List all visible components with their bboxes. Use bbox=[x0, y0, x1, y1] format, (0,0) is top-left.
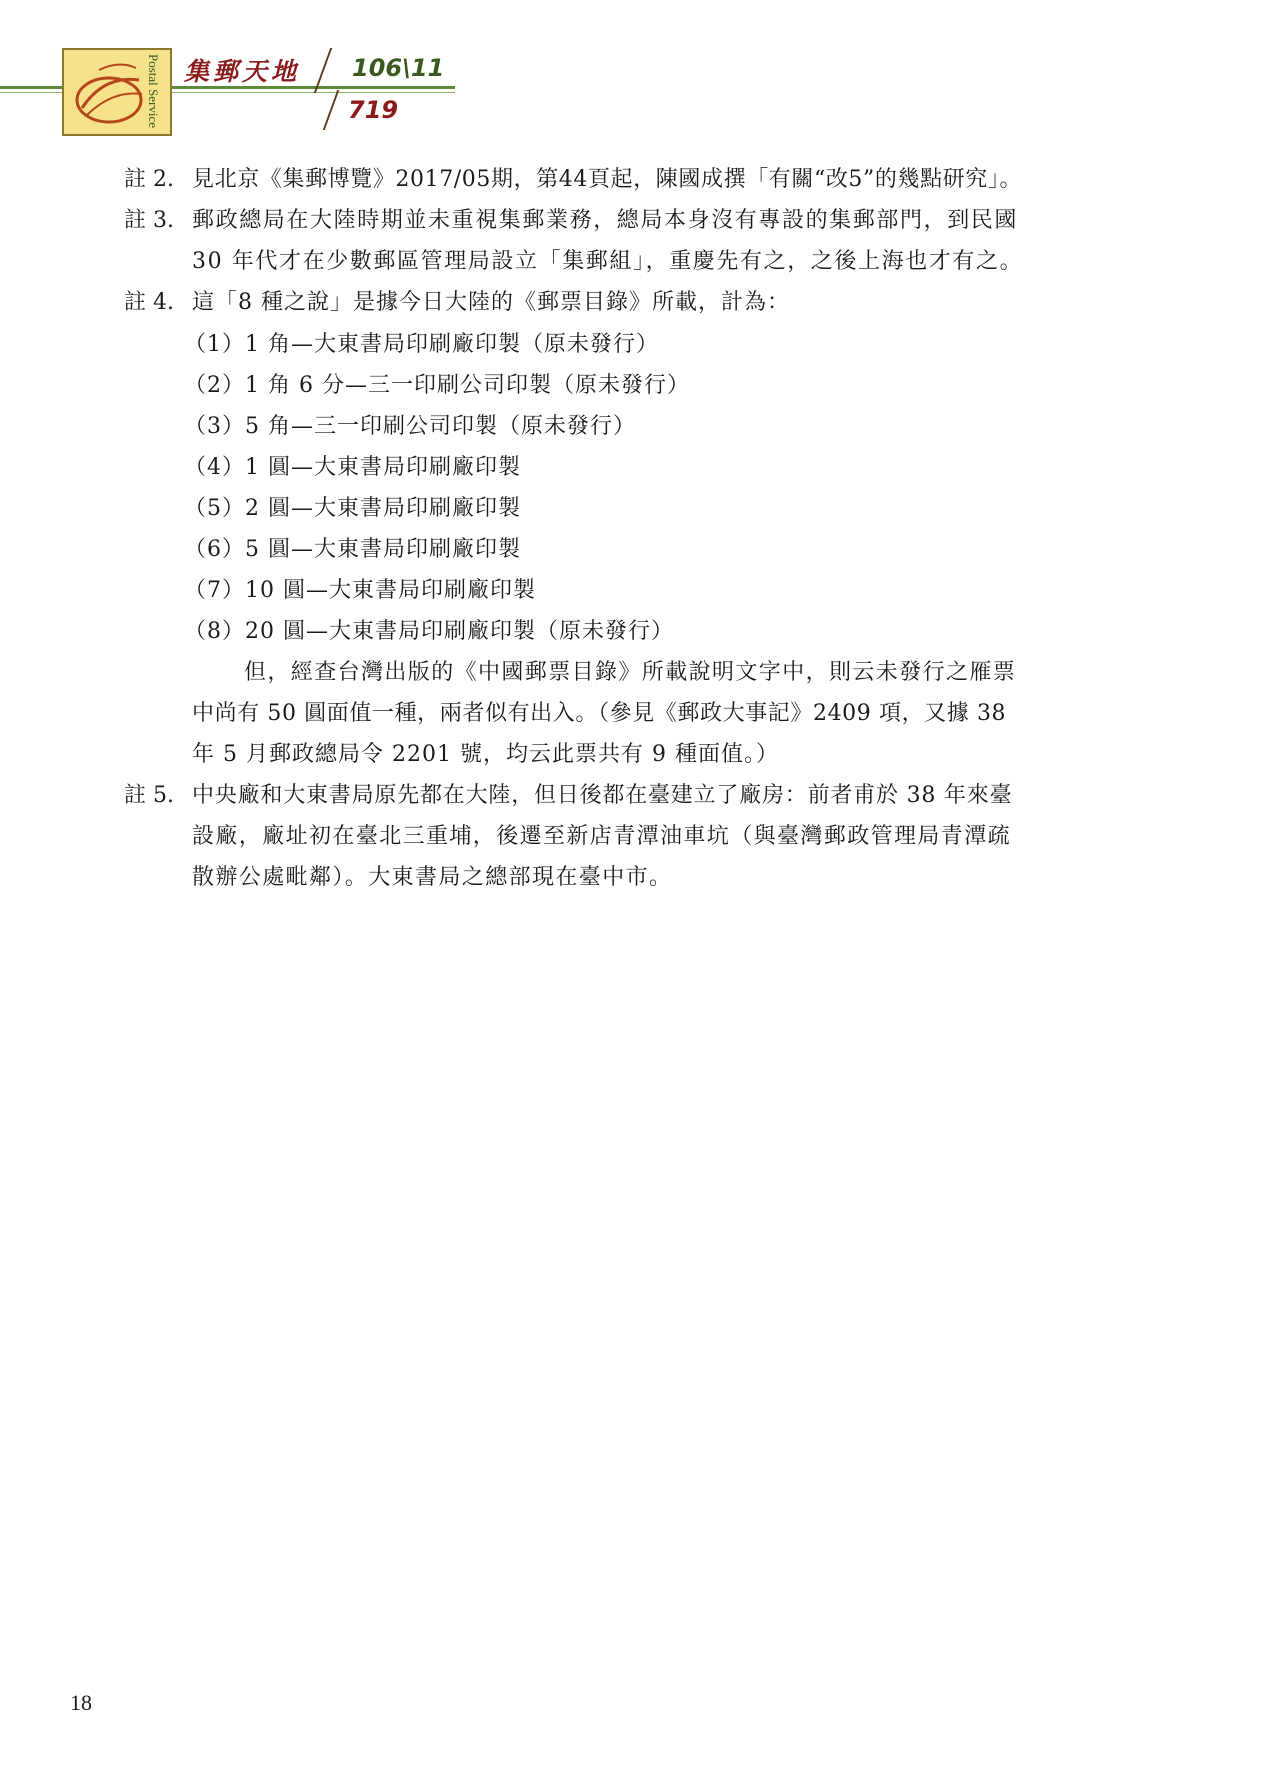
list-item: （4）1 圓—大東書局印刷廠印製 bbox=[184, 455, 521, 480]
note-line: 散辦公處毗鄰）。大東書局之總部現在臺中市。 bbox=[192, 865, 673, 890]
logo-side-text: Postal Service bbox=[146, 53, 161, 128]
magazine-title: 集郵天地 bbox=[184, 57, 301, 86]
note-label: 註 4. bbox=[124, 290, 174, 315]
note-line: 30 年代才在少數郵區管理局設立「集郵組」，重慶先有之，之後上海也才有之。 bbox=[192, 249, 1024, 274]
magazine-header bbox=[0, 0, 1280, 140]
page-number: 18 bbox=[70, 1690, 92, 1715]
list-item: （1）1 角—大東書局印刷廠印製（原未發行） bbox=[184, 332, 659, 357]
note-line: 中央廠和大東書局原先都在大陸，但日後都在臺建立了廠房：前者甫於 38 年來臺 bbox=[192, 783, 1013, 808]
note-line: 但，經查台灣出版的《中國郵票目錄》所載說明文字中，則云未發行之雁票 bbox=[244, 660, 1017, 685]
issue-date: 106\11 bbox=[352, 54, 445, 82]
note-line: 年 5 月郵政總局令 2201 號，均云此票共有 9 種面值。） bbox=[192, 742, 779, 767]
list-item: （3）5 角—三一印刷公司印製（原未發行） bbox=[184, 414, 636, 439]
list-item: （2）1 角 6 分—三一印刷公司印製（原未發行） bbox=[184, 373, 690, 398]
note-label: 註 2. bbox=[124, 167, 174, 192]
list-item: （5）2 圓—大東書局印刷廠印製 bbox=[184, 496, 521, 521]
header-divider bbox=[323, 90, 340, 130]
note-line: 郵政總局在大陸時期並未重視集郵業務，總局本身沒有專設的集郵部門，到民國 bbox=[192, 208, 1019, 233]
note-line: 這「8 種之說」是據今日大陸的《郵票目錄》所載，計為： bbox=[192, 290, 790, 315]
note-label: 註 3. bbox=[124, 208, 174, 233]
list-item: （6）5 圓—大東書局印刷廠印製 bbox=[184, 537, 521, 562]
note-label: 註 5. bbox=[124, 783, 174, 808]
list-item: （7）10 圓—大東書局印刷廠印製 bbox=[184, 578, 536, 603]
issue-number: 719 bbox=[348, 96, 399, 124]
note-line: 見北京《集郵博覽》2017/05期，第44頁起，陳國成撰「有關“改5”的幾點研究」。 bbox=[192, 167, 1023, 192]
list-item: （8）20 圓—大東書局印刷廠印製（原未發行） bbox=[184, 619, 674, 644]
note-line: 中尚有 50 圓面值一種，兩者似有出入。（參見《郵政大事記》2409 項，又據 38 bbox=[192, 701, 1007, 726]
note-line: 設廠，廠址初在臺北三重埔，後遷至新店青潭油車坑（與臺灣郵政管理局青潭疏 bbox=[192, 824, 1012, 849]
